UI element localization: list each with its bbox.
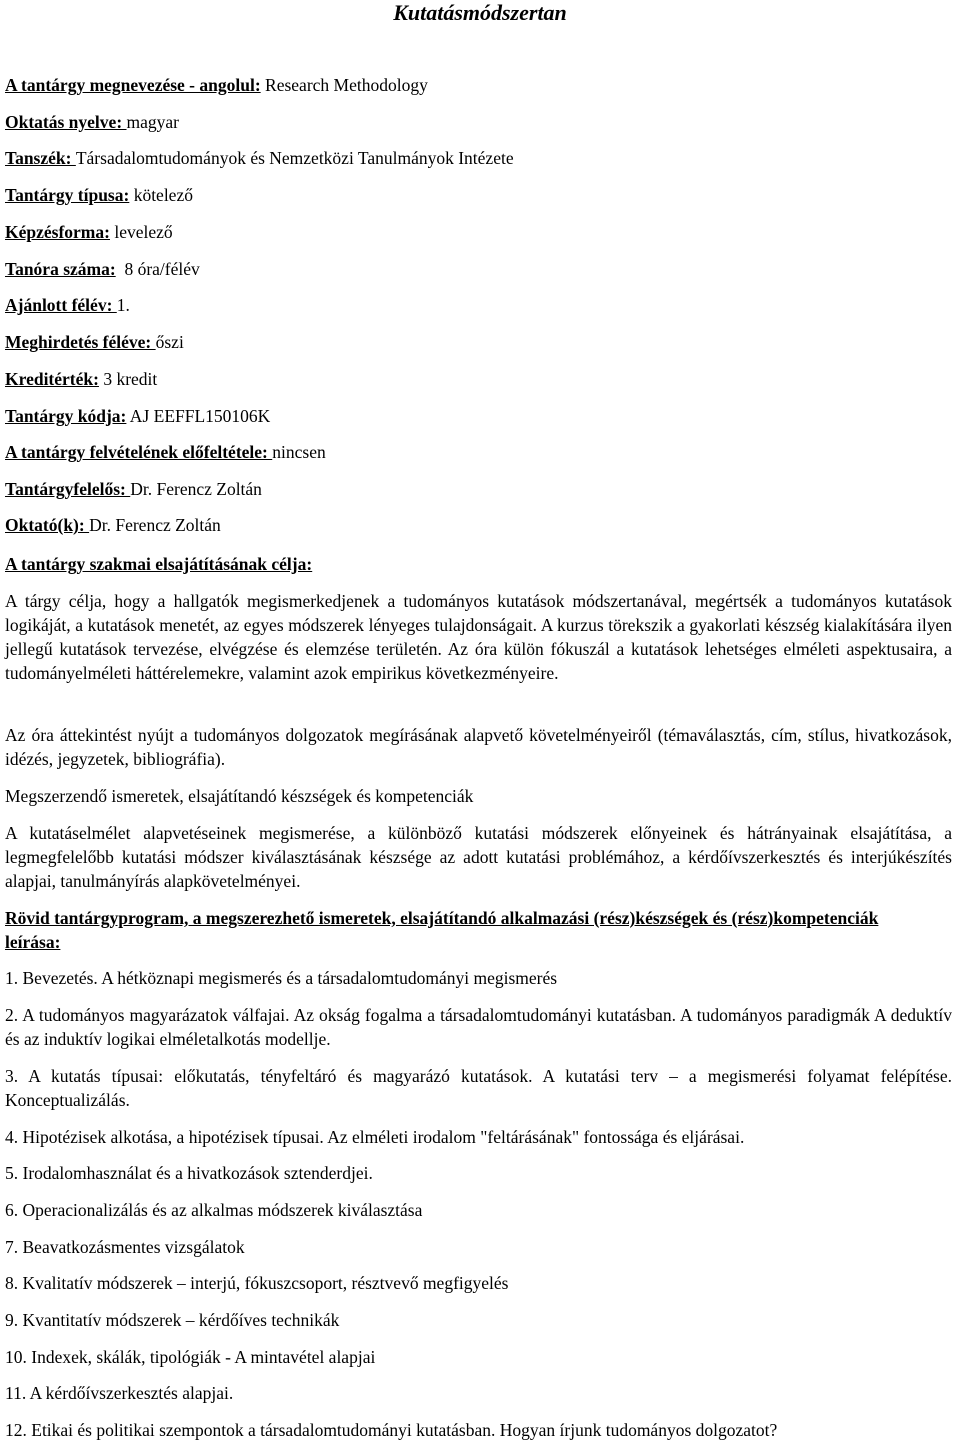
- meta-value: Research Methodology: [260, 75, 428, 95]
- meta-label: Tantárgyfelelős:: [5, 479, 131, 499]
- meta-recommended-semester: [5, 293, 955, 317]
- meta-english-name: [5, 73, 955, 97]
- meta-label: Tantárgy típusa:: [5, 185, 130, 205]
- meta-hours: [5, 257, 955, 281]
- meta-value: őszi: [155, 332, 184, 352]
- program-item: 12. Etikai és politikai szempontok a társadalomtudományi kutatásban. Hogyan írjunk tudományos dolgozatot?: [5, 1420, 778, 1440]
- meta-label: Tanszék:: [5, 148, 76, 168]
- document-title: Kutatásmódszertan: [393, 0, 567, 25]
- meta-label: Tanóra száma:: [5, 259, 116, 279]
- program-item: 10. Indexek, skálák, tipológiák - A mintavétel alapjai: [5, 1347, 376, 1367]
- meta-label: Oktatás nyelve:: [5, 112, 127, 132]
- meta-value: AJ EEFFL150106K: [126, 406, 271, 426]
- meta-course-code: [5, 404, 955, 428]
- meta-value: 8 óra/félév: [115, 259, 200, 279]
- program-item: 1. Bevezetés. A hétköznapi megismerés és a társadalomtudományi megismerés: [5, 968, 558, 988]
- competence-heading: Megszerzendő ismeretek, elsajátítandó készségek és kompetenciák: [5, 786, 474, 806]
- meta-value: Dr. Ferencz Zoltán: [89, 515, 221, 535]
- meta-value: Társadalomtudományok és Nemzetközi Tanulmányok Intézete: [75, 148, 514, 168]
- meta-value: Dr. Ferencz Zoltán: [130, 479, 262, 499]
- meta-instructor: [5, 513, 955, 537]
- meta-value: levelező: [109, 222, 173, 242]
- competence-paragraph: A kutatáselmélet alapvetéseinek megismerése, a különböző kutatási módszerek előnyeinek és hátrányainak elsajátítása, a legmegfelelőbb kutatási módszer kiválasztásának készsége az adott kutatási problémához, a kérdőívszerkesztés és interjúkészítés alapjai, tanulmányírás alapkövetelményei.: [5, 823, 952, 891]
- program-item: 7. Beavatkozásmentes vizsgálatok: [5, 1237, 245, 1257]
- program-item: 6. Operacionalizálás és az alkalmas módszerek kiválasztása: [5, 1200, 423, 1220]
- meta-announced-semester: [5, 330, 955, 354]
- meta-value: 1.: [116, 295, 130, 315]
- aim-heading: A tantárgy szakmai elsajátításának célja:: [5, 554, 313, 574]
- program-item: 9. Kvantitatív módszerek – kérdőíves technikák: [5, 1310, 340, 1330]
- meta-label: Tantárgy kódja:: [5, 406, 127, 426]
- meta-training-form: [5, 220, 955, 244]
- meta-label: A tantárgy felvételének előfeltétele:: [5, 442, 273, 462]
- program-item: 3. A kutatás típusai: előkutatás, tényfeltáró és magyarázó kutatások. A kutatási terv – a megismerési folyamat felépítése. Konceptualizálás.: [5, 1066, 952, 1110]
- meta-label: Meghirdetés féléve:: [5, 332, 156, 352]
- meta-credits: [5, 367, 955, 391]
- meta-prerequisite: [5, 440, 955, 464]
- meta-responsible: [5, 477, 955, 501]
- program-item: 2. A tudományos magyarázatok válfajai. Az okság fogalma a társadalomtudományi kutatásban. A tudományos paradigmák A deduktív és az induktív logikai elméletalkotás modellje.: [5, 1005, 952, 1049]
- meta-label: A tantárgy megnevezése - angolul:: [5, 75, 261, 95]
- meta-label: Képzésforma:: [5, 222, 110, 242]
- program-item: 11. A kérdőívszerkesztés alapjai.: [5, 1383, 234, 1403]
- aim-paragraph: Az óra áttekintést nyújt a tudományos dolgozatok megírásának alapvető követelményeiről (témaválasztás, cím, stílus, hivatkozások, idézés, jegyzetek, bibliográfia).: [5, 725, 952, 769]
- meta-value: nincsen: [272, 442, 326, 462]
- meta-value: kötelező: [129, 185, 193, 205]
- program-heading: Rövid tantárgyprogram, a megszerezhető ismeretek, elsajátítandó alkalmazási (rész)készségek és (rész)kompetenciák leírása:: [5, 908, 879, 952]
- meta-label: Oktató(k):: [5, 515, 90, 535]
- program-item: 5. Irodalomhasználat és a hivatkozások sztenderdjei.: [5, 1163, 373, 1183]
- meta-value: 3 kredit: [98, 369, 158, 389]
- program-item: 4. Hipotézisek alkotása, a hipotézisek típusai. Az elméleti irodalom "feltárásának" fontossága és eljárásai.: [5, 1127, 745, 1147]
- aim-paragraph: A tárgy célja, hogy a hallgatók megismerkedjenek a tudományos kutatások módszertanával, megértsék a tudományos kutatások logikáját, a kutatások menetét, az egyes módszerek lényeges tulajdonságait. A kurzus törekszik a gyakorlati készség kialakítására ilyen jellegű kutatások tervezése, elvégzése és elemzése területén. Az óra külön fókuszál a kutatások lehetséges elméleti aspektusaira, a tudományelméleti háttérelemekre, valamint azok empirikus következményeire.: [5, 591, 952, 683]
- meta-label: Kreditérték:: [5, 369, 99, 389]
- meta-language: [5, 110, 955, 134]
- meta-department: [5, 146, 955, 170]
- meta-label: Ajánlott félév:: [5, 295, 117, 315]
- program-item: 8. Kvalitatív módszerek – interjú, fókuszcsoport, résztvevő megfigyelés: [5, 1273, 509, 1293]
- meta-value: magyar: [126, 112, 180, 132]
- meta-course-type: [5, 183, 955, 207]
